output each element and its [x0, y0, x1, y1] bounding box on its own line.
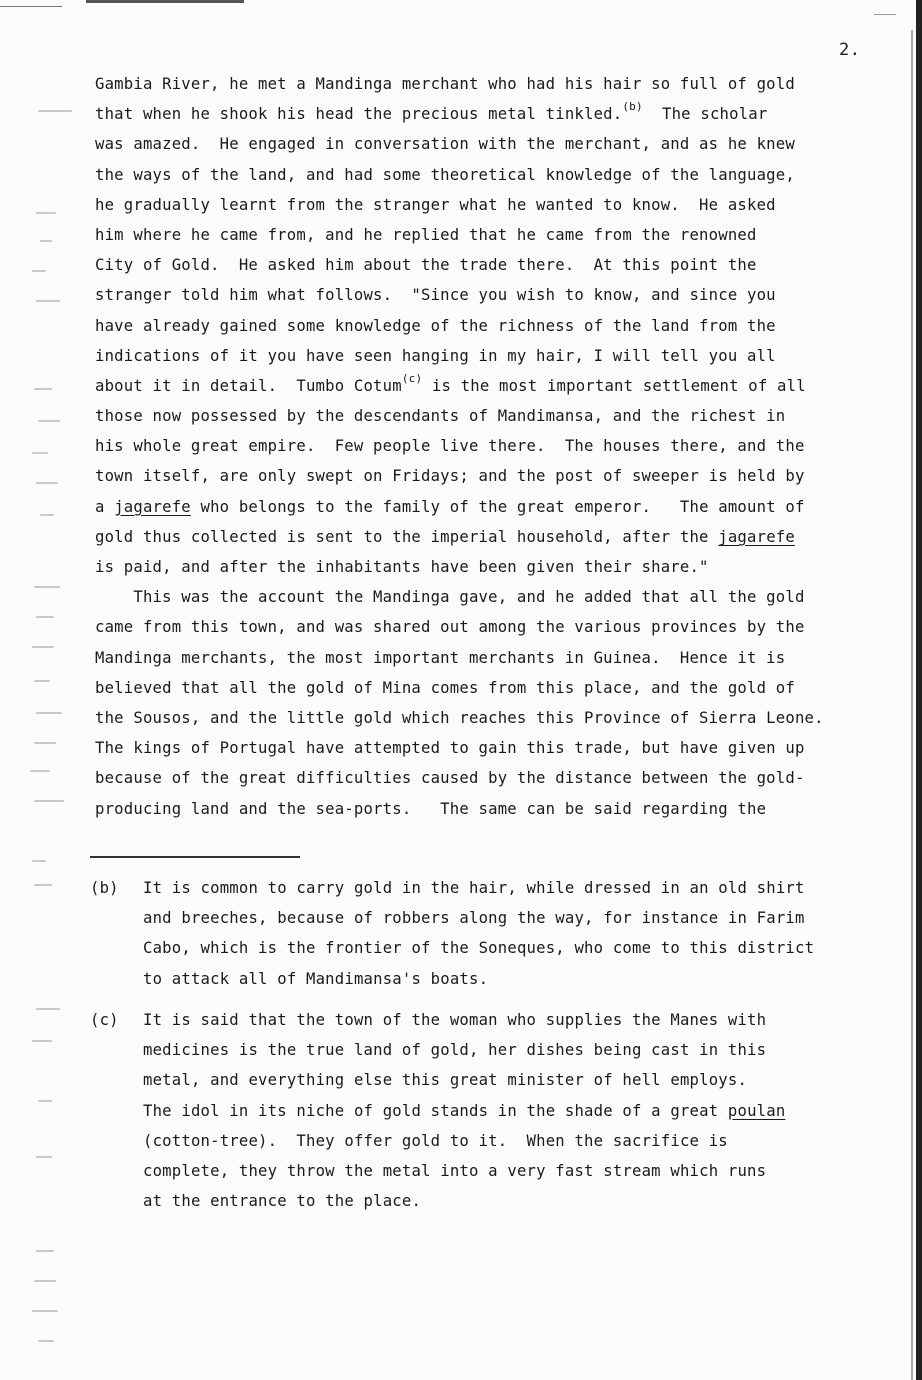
text-line [95, 250, 895, 280]
text-line [95, 401, 895, 431]
text-run: gold thus collected is sent to the imperial household, after the [95, 527, 719, 546]
text-run: The idol in its niche of gold stands in the shade of a great [143, 1101, 728, 1120]
text-run: have already gained some knowledge of the richness of the land from the [95, 316, 776, 335]
footnote-separator [90, 856, 300, 858]
text-run: producing land and the sea-ports. The same can be said regarding the [95, 799, 767, 818]
scan-edge-mark-top [86, 0, 244, 3]
main-text [95, 69, 895, 824]
text-line [95, 99, 895, 129]
text-run: complete, they throw the metal into a very fast stream which runs [143, 1161, 767, 1180]
page-number: 2. [839, 40, 861, 60]
text-line [95, 552, 895, 582]
text-run: he gradually learnt from the stranger what he wanted to know. He asked [95, 195, 776, 214]
text-run: who belongs to the family of the great emperor. The amount of [190, 497, 805, 516]
text-run: the Sousos, and the little gold which reaches this Province of Sierra Leone. [95, 708, 824, 727]
text-run: The scholar [642, 105, 768, 124]
text-line [143, 964, 814, 994]
text-run: believed that all the gold of Mina comes from this place, and the gold of [95, 678, 795, 697]
text-line [143, 903, 814, 933]
text-line [143, 1156, 785, 1186]
text-line [143, 1005, 785, 1035]
text-line [95, 220, 895, 250]
text-run: a [95, 497, 115, 516]
footnote-text [143, 1005, 785, 1216]
text-line [95, 733, 895, 763]
text-line [143, 933, 814, 963]
text-run: to attack all of Mandimansa's boats. [143, 969, 489, 988]
text-run: metal, and everything else this great minister of hell employs. [143, 1071, 748, 1090]
text-line [95, 763, 895, 793]
text-run: medicines is the true land of gold, her dishes being cast in this [143, 1041, 767, 1060]
text-run: Cabo, which is the frontier of the Soneques, who come to this district [143, 939, 815, 958]
text-run: was amazed. He engaged in conversation with the merchant, and as he knew [95, 135, 795, 154]
text-run: This was the account the Mandinga gave, and he added that all the gold [95, 588, 805, 607]
text-run: City of Gold. He asked him about the trade there. At this point the [95, 256, 757, 275]
text-line [143, 1096, 785, 1126]
text-line [95, 461, 895, 491]
text-run: The kings of Portugal have attempted to gain this trade, but have given up [95, 739, 805, 758]
text-run: town itself, are only swept on Fridays; and the post of sweeper is held by [95, 467, 805, 486]
text-run: Gambia River, he met a Mandinga merchant who had his hair so full of gold [95, 75, 795, 93]
scan-corner-mark [874, 14, 896, 15]
underlined-term: jagarefe [718, 527, 795, 546]
text-run: is paid, and after the inhabitants have been given their share." [95, 558, 709, 576]
scan-right-border [916, 0, 922, 1380]
left-margin-bleed-through [10, 90, 80, 1370]
text-line [95, 522, 895, 552]
text-run: those now possessed by the descendants of Mandimansa, and the richest in [95, 407, 786, 426]
footnote-marker: (c) [90, 1011, 119, 1029]
text-line [143, 1126, 785, 1156]
text-line [143, 1186, 785, 1216]
text-line [95, 190, 895, 220]
text-line [95, 69, 895, 99]
text-run: because of the great difficulties caused by the distance between the gold- [95, 769, 805, 788]
text-run: and breeches, because of robbers along the way, for instance in Farim [143, 909, 805, 928]
text-line [95, 341, 895, 371]
footnote-text [143, 873, 814, 994]
text-line [95, 612, 895, 642]
text-run: It is common to carry gold in the hair, while dressed in an old shirt [143, 879, 805, 897]
text-line [95, 673, 895, 703]
text-line [95, 492, 895, 522]
text-run: came from this town, and was shared out among the various provinces by the [95, 618, 805, 637]
text-line [95, 582, 895, 612]
text-line [95, 280, 895, 310]
text-run: at the entrance to the place. [143, 1192, 422, 1211]
scan-edge-mark-left [0, 6, 62, 7]
text-line [95, 371, 895, 401]
text-line [143, 1035, 785, 1065]
text-run: It is said that the town of the woman who supplies the Manes with [143, 1011, 767, 1029]
text-line [95, 643, 895, 673]
footnote-reference: (b) [622, 100, 643, 114]
underlined-term: jagarefe [114, 497, 191, 516]
text-run: about it in detail. Tumbo Cotum [95, 376, 402, 395]
text-line [143, 873, 814, 903]
scan-right-shadow [911, 30, 913, 1380]
text-run: his whole great empire. Few people live there. The houses there, and the [95, 437, 805, 456]
footnote-reference: (c) [401, 371, 423, 385]
text-run: stranger told him what follows. "Since you wish to know, and since you [95, 286, 776, 305]
text-run: Mandinga merchants, the most important merchants in Guinea. Hence it is [95, 648, 786, 667]
text-run: indications of it you have seen hanging in my hair, I will tell you all [95, 346, 776, 365]
text-run: the ways of the land, and had some theoretical knowledge of the language, [95, 165, 795, 184]
text-line [143, 1065, 785, 1095]
text-line [95, 794, 895, 824]
underlined-term: poulan [727, 1101, 786, 1120]
text-run: is the most important settlement of all [422, 376, 806, 395]
text-line [95, 160, 895, 190]
text-run: (cotton-tree). They offer gold to it. When the sacrifice is [143, 1131, 728, 1150]
text-line [95, 431, 895, 461]
text-line [95, 129, 895, 159]
text-run: that when he shook his head the precious metal tinkled. [95, 105, 623, 124]
footnote-marker: (b) [90, 879, 119, 897]
text-line [95, 703, 895, 733]
text-run: him where he came from, and he replied that he came from the renowned [95, 225, 757, 244]
text-line [95, 311, 895, 341]
